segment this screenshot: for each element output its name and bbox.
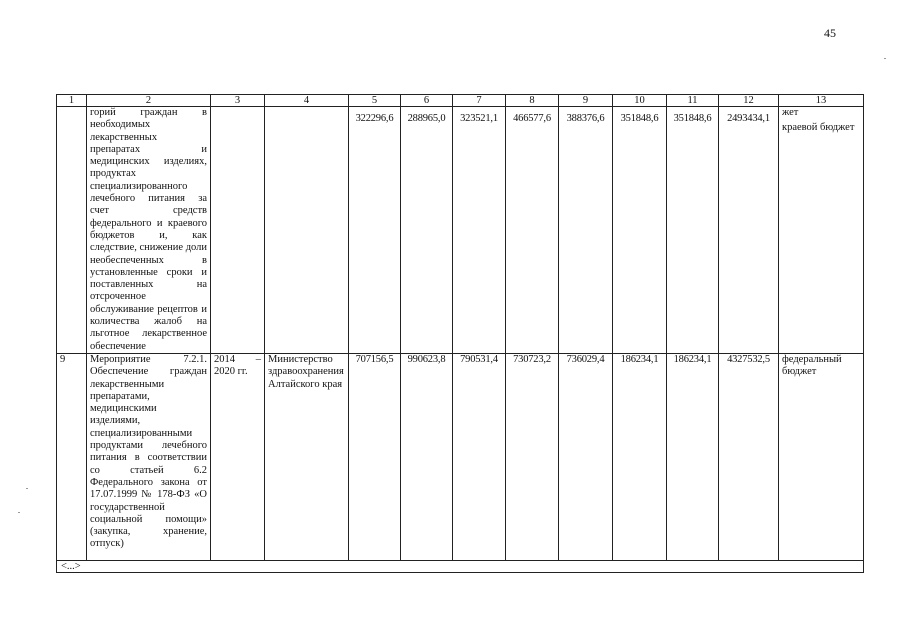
- value-cell: 730723,2: [506, 353, 559, 560]
- period-cell: [211, 107, 265, 354]
- omission-marker: <...>: [57, 560, 864, 572]
- row-number-cell: [57, 107, 87, 354]
- funding-source-cell: [779, 107, 864, 354]
- column-header: 4: [265, 95, 349, 107]
- value-cell: 186234,1: [667, 353, 719, 560]
- value-2016: 323521,1: [460, 113, 498, 124]
- value-cell: 707156,5: [349, 353, 401, 560]
- value-cell: [559, 107, 613, 354]
- column-header: 2: [87, 95, 211, 107]
- value-cell: [667, 107, 719, 354]
- value-cell: [401, 107, 453, 354]
- column-header: 13: [779, 95, 864, 107]
- value-2015: 288965,0: [407, 113, 446, 124]
- value-2014: 322296,6: [355, 113, 394, 124]
- row-number-cell: 9: [57, 353, 87, 560]
- value-cell: [719, 107, 779, 354]
- value-cell: [506, 107, 559, 354]
- funding-source-continued: жет: [782, 107, 799, 118]
- value-cell: 186234,1: [613, 353, 667, 560]
- value-2018: 388376,6: [566, 113, 605, 124]
- value-cell: [453, 107, 506, 354]
- period-cell: 2014 – 2020 гг.: [211, 353, 265, 560]
- column-header: 8: [506, 95, 559, 107]
- value-cell: [613, 107, 667, 354]
- scan-speck: [26, 488, 28, 489]
- value-cell: 736029,4: [559, 353, 613, 560]
- funding-source-cell: федеральный бюджет: [779, 353, 864, 560]
- table-row: [57, 353, 864, 560]
- description-cell: Мероприятие 7.2.1. Обеспечение граждан лекарственными препаратами, медицинскими изделиями, специализированными продуктами лечебного питания в соответствии со статьей 6.2 Федерального закона от 17.07.1999 № 178-ФЗ «О государственной социальной помощи» (закупка, хранение, отпуск): [87, 353, 211, 560]
- column-header: 10: [613, 95, 667, 107]
- column-header: 1: [57, 95, 87, 107]
- budget-table: [56, 94, 864, 573]
- table-footer-row: [57, 560, 864, 572]
- value-cell: 990623,8: [401, 353, 453, 560]
- value-cell: 4327532,5: [719, 353, 779, 560]
- description-cell: горий граждан в необходимых лекарственных препаратах и медицинских изделиях, продуктах специализированного лечебного питания за счет средств федерального и краевого бюджетов и, как следствие, снижение доли необеспеченных в установленные сроки и поставленных на отсроченное обслуживание рецептов и количества жалоб на льготное лекарственное обеспечение: [87, 107, 211, 354]
- value-2017: 466577,6: [513, 113, 551, 124]
- value-cell: 790531,4: [453, 353, 506, 560]
- value-cell: [349, 107, 401, 354]
- value-2019: 351848,6: [620, 113, 659, 124]
- table-row: [57, 107, 864, 354]
- column-header: 5: [349, 95, 401, 107]
- scan-speck: [884, 58, 886, 59]
- column-header: 12: [719, 95, 779, 107]
- column-header: 11: [667, 95, 719, 107]
- column-header: 7: [453, 95, 506, 107]
- value-2020: 351848,6: [673, 113, 712, 124]
- scan-speck: [18, 512, 20, 513]
- page-number: 45: [824, 26, 836, 40]
- executor-cell: Министерство здравоохранения Алтайского края: [265, 353, 349, 560]
- column-header-row: [57, 95, 864, 107]
- column-header: 3: [211, 95, 265, 107]
- column-header: 6: [401, 95, 453, 107]
- executor-cell: [265, 107, 349, 354]
- funding-source: краевой бюджет: [782, 122, 855, 134]
- column-header: 9: [559, 95, 613, 107]
- value-total: 2493434,1: [727, 113, 770, 124]
